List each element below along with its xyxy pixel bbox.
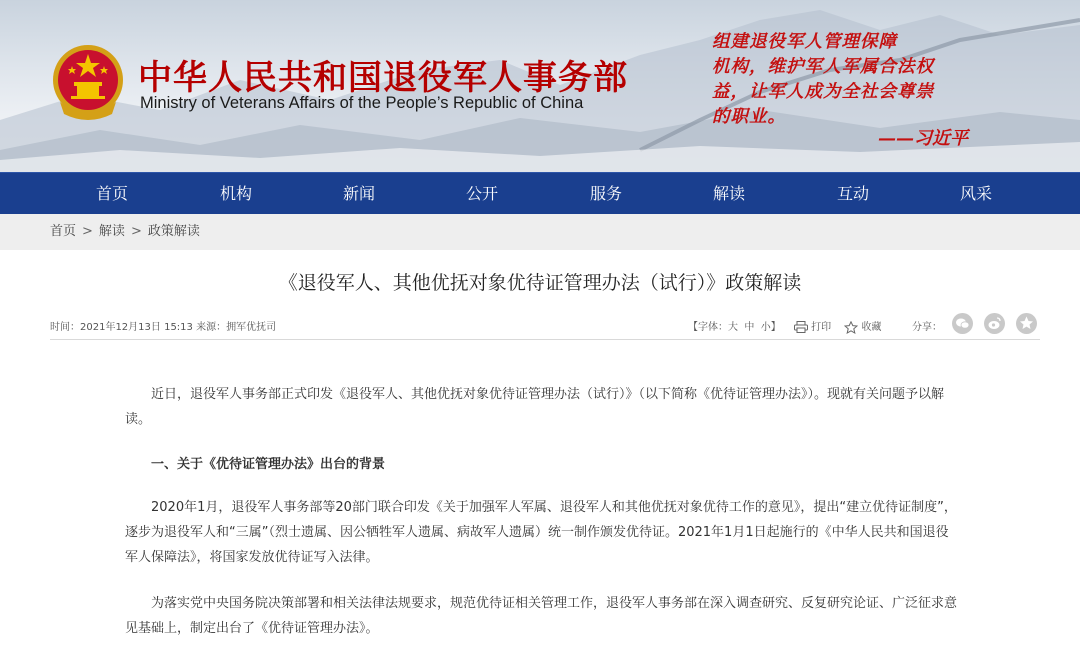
star-icon (844, 321, 858, 334)
divider (50, 339, 1040, 340)
breadcrumb (50, 214, 200, 250)
font-size-close: 】 (770, 322, 781, 334)
qzone-icon[interactable] (1016, 313, 1037, 334)
nav-item-organization[interactable]: 机构 (219, 184, 253, 203)
nav-item-news[interactable]: 新闻 (342, 184, 376, 203)
font-size-label: 【字体： (688, 322, 728, 334)
font-size-control (688, 318, 781, 333)
quote-line: 组建退役军人管理保障 (712, 32, 897, 52)
breadcrumb-separator: > (130, 224, 142, 239)
weibo-icon[interactable] (984, 313, 1005, 334)
breadcrumb-bar (0, 214, 1080, 250)
print-icon (794, 321, 808, 333)
font-size-large[interactable]: 大 (728, 322, 738, 334)
national-emblem-icon (50, 42, 126, 122)
nav-item-home[interactable]: 首页 (95, 184, 129, 203)
print-button[interactable] (794, 318, 831, 333)
favorite-button[interactable] (844, 318, 881, 334)
nav-item-interaction[interactable]: 互动 (836, 184, 870, 203)
leader-quote (712, 30, 1002, 130)
article-paragraph-purpose: 为落实党中央国务院决策部署和相关法律法规要求，规范优待证相关管理工作，退役军人事务部在深入调查研究、反复研究论证、广泛征求意见基础上，制定出台了《优待证管理办法》。 (125, 596, 958, 636)
article-paragraph-intro: 近日，退役军人事务部正式印发《退役军人、其他优抚对象优待证管理办法（试行）》（以下简称《优待证管理办法》）。现就有关问题予以解读。 (125, 387, 945, 427)
favorite-label: 收藏 (861, 322, 882, 333)
print-label: 打印 (811, 322, 832, 334)
breadcrumb-interpretation[interactable]: 解读 (98, 224, 125, 239)
header-banner (0, 0, 1080, 172)
article-paragraph-background: 2020年1月，退役军人事务部等20部门联合印发《关于加强军人军属、退役军人和其他优抚对象优待工作的意见》，提出“建立优待证制度”，逐步为退役军人和“三属”（烈士遗属、因公牺牲军人遗属、病故军人遗属）统一制作颁发优待证。2021年1月1日起施行的《中华人民共和国退役军人保障法》，将国家发放优待证写入法律。 (125, 500, 957, 565)
quote-line: 的职业。 (712, 107, 786, 127)
font-size-medium[interactable]: 中 (744, 322, 755, 334)
font-size-small[interactable]: 小 (760, 322, 771, 334)
quote-author: ——习近平 (878, 128, 968, 149)
breadcrumb-home[interactable]: 首页 (50, 224, 77, 239)
article-section-heading: 一、关于《优待证管理办法》出台的背景 (151, 457, 386, 472)
quote-line: 益，让军人成为全社会尊崇 (712, 82, 934, 102)
quote-line: 机构，维护军人军属合法权 (712, 57, 934, 77)
main-nav (0, 172, 1080, 215)
article-title: 《退役军人、其他优抚对象优待证管理办法（试行）》政策解读 (278, 272, 802, 294)
article-meta: 时间：2021年12月13日 15:13 来源：拥军优抚司 (50, 322, 277, 333)
nav-item-public[interactable]: 公开 (465, 184, 499, 203)
breadcrumb-separator: > (82, 224, 93, 239)
nav-item-service[interactable]: 服务 (589, 184, 623, 203)
site-title-en[interactable]: Ministry of Veterans Affairs of the People’s Republic of China (140, 94, 584, 112)
article-tools (688, 318, 891, 334)
nav-item-showcase[interactable]: 风采 (959, 184, 993, 203)
breadcrumb-policy-interpretation[interactable]: 政策解读 (147, 224, 200, 239)
site-title-cn[interactable]: 中华人民共和国退役军人事务部 (138, 58, 628, 98)
wechat-icon[interactable] (952, 313, 973, 334)
share-label: 分享： (912, 322, 942, 333)
nav-item-interpretation[interactable]: 解读 (712, 184, 746, 203)
